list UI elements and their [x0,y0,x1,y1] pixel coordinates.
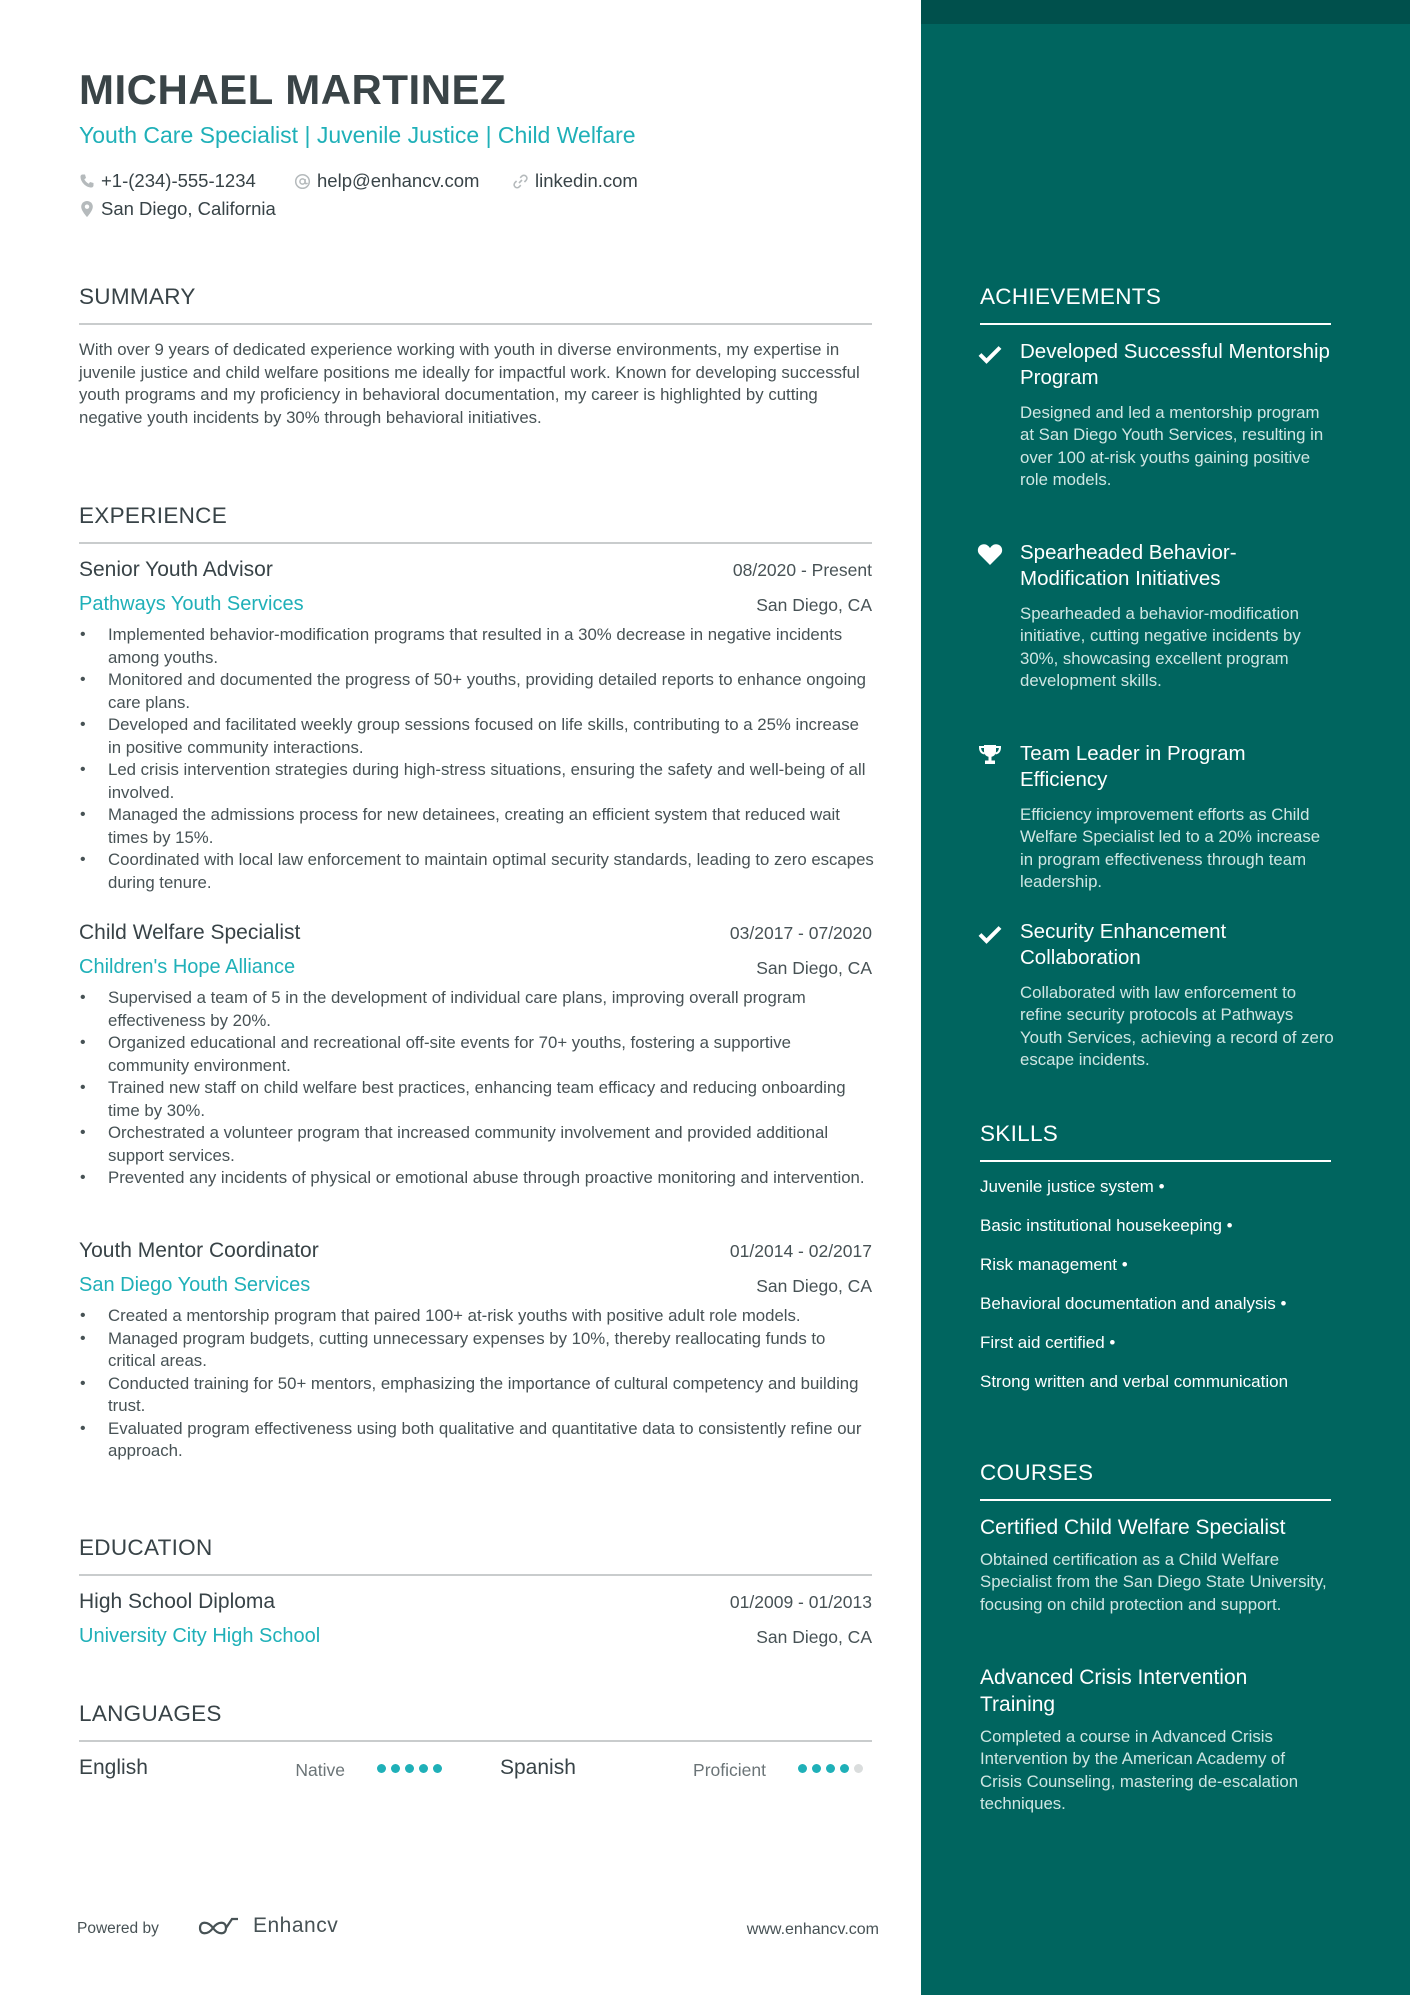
location-pin-icon [79,200,95,218]
bullet-item: • Prevented any incidents of physical or emotional abuse through proactive monitoring and intervention. [79,1167,874,1190]
skill-item: Risk management • [980,1255,1128,1274]
skill-item: Behavioral documentation and analysis • [980,1294,1287,1313]
skills-heading: SKILLS [980,1121,1059,1146]
bullet-item: • Developed and facilitated weekly group sessions focused on life skills, contributing to a 25% increase in positive community interactions. [79,714,874,759]
location-text: San Diego, California [101,198,276,219]
language-level: Proficient [693,1760,766,1780]
course-title: Certified Child Welfare Specialist [980,1516,1286,1539]
achievements-heading: ACHIEVEMENTS [980,284,1162,309]
skill-item: Basic institutional housekeeping • [980,1216,1233,1235]
language-name: English [79,1756,148,1779]
phone-icon [79,173,95,189]
rating-dot-filled [391,1764,400,1773]
job-title: Child Welfare Specialist [79,921,301,944]
school-name[interactable]: University City High School [79,1625,321,1647]
email-text: help@enhancv.com [317,170,480,191]
education-divider [79,1574,872,1576]
linkedin-text: linkedin.com [535,170,638,191]
headline: Youth Care Specialist | Juvenile Justice | Child Welfare [79,122,636,148]
course-title: Advanced Crisis Intervention Training [980,1666,1248,1716]
language-rating [377,1764,442,1773]
job-location: San Diego, CA [756,595,872,615]
enhancv-brand[interactable]: Enhancv [253,1914,339,1937]
achievement-desc: Designed and led a mentorship program at San Diego Youth Services, resulting in over 100 at-risk youths gaining positive role models. [1020,403,1324,489]
company-name[interactable]: Pathways Youth Services [79,593,304,615]
job-location: San Diego, CA [756,958,872,978]
bullet-item: • Orchestrated a volunteer program that increased community involvement and provided additional support services. [79,1122,874,1167]
skill-label: Strong written and verbal communication [980,1372,1289,1391]
job-title: Senior Youth Advisor [79,558,273,581]
job-bullets [79,987,874,1190]
bullet-item: • Supervised a team of 5 in the development of individual care plans, improving overall program effectiveness by 20%. [79,987,874,1032]
language-level: Native [295,1760,345,1780]
language-name: Spanish [500,1756,576,1779]
achievement-title: Spearheaded Behavior-Modification Initiatives [1020,541,1237,590]
skill-item [980,1372,1288,1392]
rating-dot-filled [419,1764,428,1773]
education-location: San Diego, CA [756,1627,872,1647]
degree: High School Diploma [79,1590,276,1613]
courses-heading: COURSES [980,1460,1094,1485]
trophy-icon [978,744,1002,766]
achievement-title: Developed Successful Mentorship Program [1020,340,1330,389]
website-link[interactable]: www.enhancv.com [746,1921,879,1938]
skill-label: Behavioral documentation and analysis [980,1294,1276,1313]
skills-divider [980,1160,1331,1162]
achievement-desc: Efficiency improvement efforts as Child Welfare Specialist led to a 20% increase in program effectiveness through team leadership. [1020,805,1321,891]
bullet-item: • Trained new staff on child welfare best practices, enhancing team efficacy and reducing onboarding time by 30%. [79,1077,874,1122]
education-dates: 01/2009 - 01/2013 [729,1592,872,1612]
sidebar-top-bar [921,0,1410,24]
location-contact [79,198,276,220]
bullet-item: • Monitored and documented the progress of 50+ youths, providing detailed reports to enhance ongoing care plans. [79,669,874,714]
rating-dot-filled [798,1764,807,1773]
skill-label: Risk management [980,1255,1118,1274]
phone-text: +1-(234)-555-1234 [101,170,256,191]
course-desc: Completed a course in Advanced Crisis Intervention by the American Academy of Crisis Counseling, mastering de-escalation techniques. [980,1727,1299,1813]
sidebar-column [921,0,1410,1995]
bullet-item: • Managed program budgets, cutting unnecessary expenses by 10%, thereby reallocating funds to critical areas. [79,1328,874,1373]
skill-item: First aid certified • [980,1333,1116,1352]
education-heading: EDUCATION [79,1535,213,1560]
job-title: Youth Mentor Coordinator [79,1239,319,1262]
enhancv-logo-icon [196,1915,240,1941]
bullet-item: • Managed the admissions process for new detainees, creating an efficient system that reduced wait times by 15%. [79,804,874,849]
courses-divider [980,1499,1331,1501]
job-location: San Diego, CA [756,1276,872,1296]
rating-dot-filled [812,1764,821,1773]
powered-by-text: Powered by [77,1920,159,1937]
achievements-divider [980,323,1331,325]
bullet-item: • Created a mentorship program that paired 100+ at-risk youths with positive adult role models. [79,1305,874,1328]
job-dates: 03/2017 - 07/2020 [729,923,872,943]
link-icon [512,173,529,190]
achievement-title: Security Enhancement Collaboration [1020,920,1227,969]
check-icon [977,924,1003,944]
experience-divider [79,542,872,544]
bullet-item: • Organized educational and recreational off-site events for 70+ youths, fostering a supportive community environment. [79,1032,874,1077]
bullet-item: • Coordinated with local law enforcement to maintain optimal security standards, leading to zero escapes during tenure. [79,849,874,894]
course-desc: Obtained certification as a Child Welfare Specialist from the San Diego State University, focusing on child protection and support. [980,1550,1327,1614]
skill-label: First aid certified [980,1333,1105,1352]
skill-label: Juvenile justice system [980,1177,1154,1196]
job-bullets [79,624,874,894]
bullet-item: • Implemented behavior-modification programs that resulted in a 30% decrease in negative incidents among youths. [79,624,874,669]
rating-dot-filled [405,1764,414,1773]
bullet-item: • Conducted training for 50+ mentors, emphasizing the importance of cultural competency and building trust. [79,1373,874,1418]
languages-heading: LANGUAGES [79,1701,222,1726]
skill-label: Basic institutional housekeeping [980,1216,1222,1235]
company-name[interactable]: Children's Hope Alliance [79,956,296,978]
experience-heading: EXPERIENCE [79,503,228,528]
phone-contact[interactable] [79,170,256,192]
rating-dot-filled [377,1764,386,1773]
company-name[interactable]: San Diego Youth Services [79,1274,311,1296]
summary-text: With over 9 years of dedicated experience working with youth in diverse environments, my expertise in juvenile justice and child welfare positions me ideally for impactful work. Known for developing successful youth programs and my proficiency in behavioral documentation, my career is highlighted by cutting negative youth incidents by 30% through behavioral initiatives. [79,340,860,427]
rating-dot-empty [854,1764,863,1773]
summary-divider [79,323,872,325]
achievement-desc: Collaborated with law enforcement to refine security protocols at Pathways Youth Services, achieving a record of zero escape incidents. [1020,983,1334,1069]
rating-dot-filled [840,1764,849,1773]
bullet-item: • Evaluated program effectiveness using both qualitative and quantitative data to consistently refine our approach. [79,1418,874,1463]
job-dates: 08/2020 - Present [732,560,872,580]
linkedin-contact[interactable] [512,170,638,192]
skill-item: Juvenile justice system • [980,1177,1165,1196]
check-icon [977,344,1003,364]
language-rating [798,1764,863,1773]
languages-divider [79,1740,872,1742]
candidate-name: MICHAEL MARTINEZ [79,66,507,113]
at-icon [294,173,311,190]
achievement-desc: Spearheaded a behavior-modification initiative, cutting negative incidents by 30%, showcasing excellent program development skills. [1020,604,1301,690]
job-dates: 01/2014 - 02/2017 [729,1241,872,1261]
achievement-title: Team Leader in Program Efficiency [1020,742,1246,791]
bullet-item: • Led crisis intervention strategies during high-stress situations, ensuring the safety and well-being of all involved. [79,759,874,804]
rating-dot-filled [433,1764,442,1773]
job-bullets [79,1305,874,1463]
email-contact[interactable] [294,170,479,192]
heart-icon [977,544,1003,566]
rating-dot-filled [826,1764,835,1773]
summary-heading: SUMMARY [79,284,196,309]
